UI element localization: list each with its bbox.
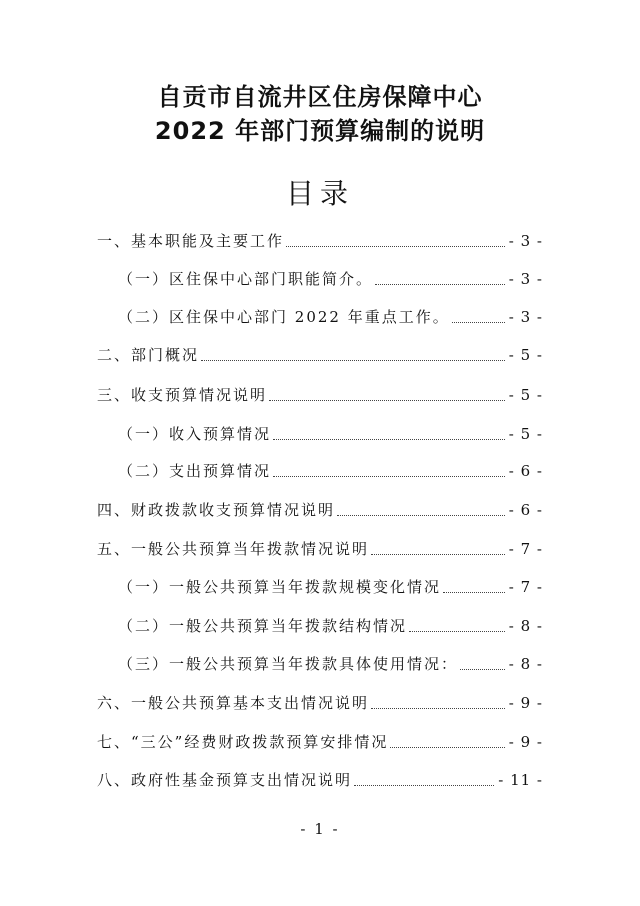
toc-leader-dots xyxy=(409,631,505,632)
toc-entry-text: 二、部门概况 xyxy=(97,346,200,364)
toc-entry-text: （二）一般公共预算当年拨款结构情况 xyxy=(118,617,408,635)
toc-leader-dots xyxy=(443,592,505,593)
toc-leader-dots xyxy=(371,554,505,555)
toc-entry-text: 八、政府性基金预算支出情况说明 xyxy=(97,771,353,789)
toc-entry-text: 四、财政拨款收支预算情况说明 xyxy=(97,501,336,519)
toc-entry-page: - 9 - xyxy=(508,694,543,712)
toc-leader-dots xyxy=(390,747,504,748)
toc-leader-dots xyxy=(273,439,505,440)
toc-entry[interactable] xyxy=(118,460,543,482)
toc-entry[interactable] xyxy=(118,615,543,637)
toc-entry-text: 五、一般公共预算当年拨款情况说明 xyxy=(97,540,370,558)
toc-leader-dots xyxy=(269,400,505,401)
toc-entry[interactable] xyxy=(97,384,543,406)
toc-entry[interactable] xyxy=(118,423,543,445)
toc-entry[interactable] xyxy=(97,344,543,366)
toc-leader-dots xyxy=(201,360,505,361)
toc-leader-dots xyxy=(452,322,505,323)
toc-entry-page: - 5 - xyxy=(508,425,543,443)
toc-entry-text: 七、“三公”经费财政拨款预算安排情况 xyxy=(97,733,389,751)
toc-entry-page: - 3 - xyxy=(508,308,543,326)
toc-entry[interactable] xyxy=(118,306,543,328)
document-title-line-1: 自贡市自流井区住房保障中心 xyxy=(157,83,483,111)
toc-entry[interactable] xyxy=(97,769,543,791)
toc-heading: 目录 xyxy=(285,177,354,210)
toc-leader-dots xyxy=(273,476,505,477)
toc-entry-text: （一）收入预算情况 xyxy=(118,425,272,443)
toc-entry-text: （一）一般公共预算当年拨款规模变化情况 xyxy=(118,578,442,596)
toc-entry[interactable] xyxy=(118,653,543,675)
toc-entry-page: - 3 - xyxy=(508,270,543,288)
toc-leader-dots xyxy=(354,785,494,786)
toc-entry[interactable] xyxy=(97,692,543,714)
toc-entry[interactable] xyxy=(118,268,543,290)
toc-entry-page: - 6 - xyxy=(508,462,543,480)
toc-entry-page: - 6 - xyxy=(508,501,543,519)
toc-leader-dots xyxy=(337,515,505,516)
toc-entry-page: - 3 - xyxy=(508,232,543,250)
toc-leader-dots xyxy=(286,246,505,247)
toc-entry[interactable] xyxy=(97,230,543,252)
document-title-line-2: 2022 年部门预算编制的说明 xyxy=(154,117,486,145)
toc-leader-dots xyxy=(460,669,505,670)
toc-entry[interactable] xyxy=(97,538,543,560)
toc-leader-dots xyxy=(375,284,505,285)
toc-entry[interactable] xyxy=(97,731,543,753)
toc-entry-page: - 7 - xyxy=(508,578,543,596)
toc-entry-page: - 11 - xyxy=(498,771,543,789)
page-number-footer: - 1 - xyxy=(300,820,340,838)
toc-entry[interactable] xyxy=(118,576,543,598)
toc-entry-page: - 8 - xyxy=(508,617,543,635)
toc-entry-text: 三、收支预算情况说明 xyxy=(97,386,268,404)
toc-entry-text: （二）区住保中心部门 2022 年重点工作。 xyxy=(118,308,450,326)
toc-entry-text: 六、一般公共预算基本支出情况说明 xyxy=(97,694,370,712)
toc-entry-text: （一）区住保中心部门职能简介。 xyxy=(118,270,374,288)
toc-entry-text: （二）支出预算情况 xyxy=(118,462,272,480)
toc-entry[interactable] xyxy=(97,499,543,521)
toc-entry-page: - 8 - xyxy=(508,655,543,673)
toc-entry-text: （三）一般公共预算当年拨款具体使用情况： xyxy=(118,655,459,673)
toc-entry-page: - 5 - xyxy=(508,346,543,364)
toc-leader-dots xyxy=(371,708,505,709)
toc-entry-text: 一、基本职能及主要工作 xyxy=(97,232,285,250)
toc-entry-page: - 7 - xyxy=(508,540,543,558)
toc-entry-page: - 5 - xyxy=(508,386,543,404)
toc-entry-page: - 9 - xyxy=(508,733,543,751)
